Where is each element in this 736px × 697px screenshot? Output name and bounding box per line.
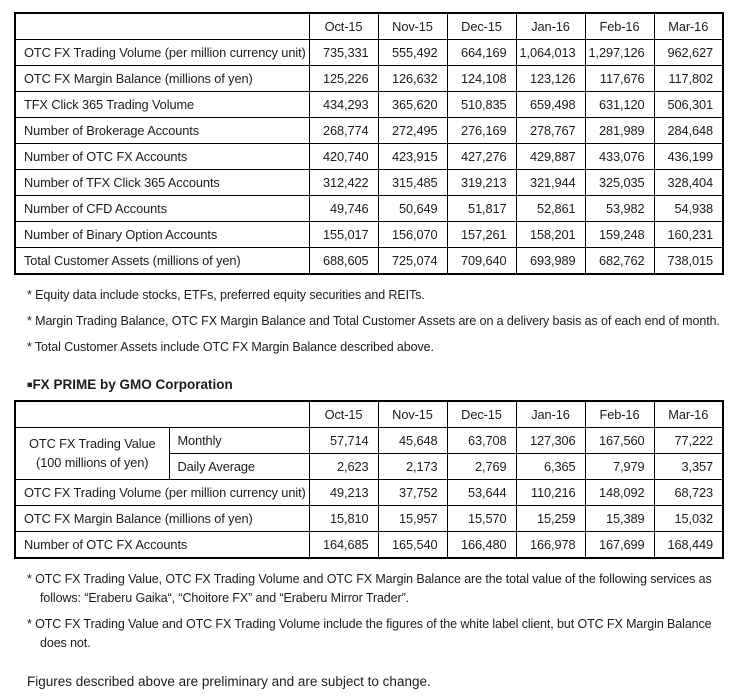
group-label-line: (100 millions of yen) [36,454,149,470]
table-row [15,118,723,144]
row-label-cell: Number of OTC FX Accounts [15,144,309,170]
value-cell: 125,226 [309,66,378,92]
value-cell: 159,248 [585,222,654,248]
value-cell: 54,938 [654,196,723,222]
sub-label-cell: Monthly [169,428,309,454]
value-cell: 682,762 [585,248,654,275]
value-cell: 423,915 [378,144,447,170]
month-header-cell: Mar-16 [654,401,723,428]
value-cell: 53,982 [585,196,654,222]
value-cell: 124,108 [447,66,516,92]
value-cell: 434,293 [309,92,378,118]
month-header-cell: Jan-16 [516,401,585,428]
value-cell: 1,064,013 [516,40,585,66]
row-label-cell: Number of Binary Option Accounts [15,222,309,248]
value-cell: 15,810 [309,506,378,532]
value-cell: 52,861 [516,196,585,222]
value-cell: 315,485 [378,170,447,196]
value-cell: 15,032 [654,506,723,532]
value-cell: 37,752 [378,480,447,506]
value-cell: 278,767 [516,118,585,144]
section-title-text: FX PRIME by GMO Corporation [32,377,233,393]
table-row [15,532,723,559]
value-cell: 155,017 [309,222,378,248]
value-cell: 77,222 [654,428,723,454]
preliminary-note: Figures described above are preliminary and are subject to change. [27,674,431,690]
value-cell: 168,449 [654,532,723,559]
month-header-cell: Dec-15 [447,13,516,40]
value-cell: 110,216 [516,480,585,506]
value-cell: 312,422 [309,170,378,196]
sub-label-cell: Daily Average [169,454,309,480]
value-cell: 420,740 [309,144,378,170]
value-cell: 284,648 [654,118,723,144]
month-header-cell: Dec-15 [447,401,516,428]
value-cell: 117,676 [585,66,654,92]
value-cell: 325,035 [585,170,654,196]
footnote: * Total Customer Assets include OTC FX Margin Balance described above. [27,339,434,354]
table1-blank-header-cell [15,13,309,40]
value-cell: 45,648 [378,428,447,454]
value-cell: 157,261 [447,222,516,248]
value-cell: 160,231 [654,222,723,248]
value-cell: 158,201 [516,222,585,248]
value-cell: 15,389 [585,506,654,532]
table1-header-row [15,13,723,40]
value-cell: 659,498 [516,92,585,118]
value-cell: 3,357 [654,454,723,480]
row-label-cell: Number of CFD Accounts [15,196,309,222]
value-cell: 2,623 [309,454,378,480]
value-cell: 506,301 [654,92,723,118]
value-cell: 63,708 [447,428,516,454]
table2-footnotes [27,570,722,652]
value-cell: 725,074 [378,248,447,275]
row-label-cell: OTC FX Trading Volume (per million currency unit) [15,40,309,66]
month-header-cell: Feb-16 [585,401,654,428]
row-label-cell: Number of TFX Click 365 Accounts [15,170,309,196]
month-header-cell: Mar-16 [654,13,723,40]
month-header-cell: Nov-15 [378,13,447,40]
value-cell: 123,126 [516,66,585,92]
month-header-cell: Nov-15 [378,401,447,428]
value-cell: 49,213 [309,480,378,506]
table2-body [15,428,723,559]
row-label-cell: OTC FX Margin Balance (millions of yen) [15,66,309,92]
value-cell: 436,199 [654,144,723,170]
row-label-cell: Total Customer Assets (millions of yen) [15,248,309,275]
value-cell: 693,989 [516,248,585,275]
value-cell: 321,944 [516,170,585,196]
value-cell: 165,540 [378,532,447,559]
footnote: * Equity data include stocks, ETFs, preferred equity securities and REITs. [27,288,425,302]
value-cell: 631,120 [585,92,654,118]
table-row [15,248,723,275]
table-row [15,506,723,532]
footnote: * OTC FX Trading Value, OTC FX Trading Volume and OTC FX Margin Balance are the total value of the following services as follows: “Eraberu Gaika“, “Choitore FX” and “Eraberu Mirror Trader”. [27,572,712,605]
value-cell: 7,979 [585,454,654,480]
month-header-cell: Oct-15 [309,13,378,40]
fx-prime-table [14,400,724,559]
table1-body [15,40,723,275]
value-cell: 272,495 [378,118,447,144]
value-cell: 6,365 [516,454,585,480]
footnote: * Margin Trading Balance, OTC FX Margin Balance and Total Customer Assets are on a delivery basis as of each end of month. [27,313,720,328]
value-cell: 166,480 [447,532,516,559]
value-cell: 1,297,126 [585,40,654,66]
value-cell: 53,644 [447,480,516,506]
value-cell: 664,169 [447,40,516,66]
section-title [27,377,722,392]
value-cell: 268,774 [309,118,378,144]
value-cell: 15,570 [447,506,516,532]
group-label-cell [15,428,169,480]
table-row [15,92,723,118]
value-cell: 365,620 [378,92,447,118]
value-cell: 166,978 [516,532,585,559]
value-cell: 148,092 [585,480,654,506]
table-row [15,480,723,506]
value-cell: 281,989 [585,118,654,144]
table-row [15,170,723,196]
value-cell: 50,649 [378,196,447,222]
value-cell: 15,957 [378,506,447,532]
value-cell: 738,015 [654,248,723,275]
row-label-cell: TFX Click 365 Trading Volume [15,92,309,118]
value-cell: 328,404 [654,170,723,196]
group-label-line: OTC FX Trading Value [29,436,156,452]
row-label-cell: Number of OTC FX Accounts [15,532,309,559]
value-cell: 429,887 [516,144,585,170]
value-cell: 433,076 [585,144,654,170]
row-label-cell: Number of Brokerage Accounts [15,118,309,144]
value-cell: 688,605 [309,248,378,275]
table-row [15,428,723,454]
value-cell: 167,560 [585,428,654,454]
value-cell: 962,627 [654,40,723,66]
value-cell: 156,070 [378,222,447,248]
table-row [15,222,723,248]
footnote: * OTC FX Trading Value and OTC FX Trading Volume include the figures of the white label client, but OTC FX Margin Balance does not. [27,616,712,650]
month-header-cell: Jan-16 [516,13,585,40]
table2-header-row [15,401,723,428]
table-row [15,66,723,92]
value-cell: 319,213 [447,170,516,196]
month-header-cell: Feb-16 [585,13,654,40]
value-cell: 51,817 [447,196,516,222]
value-cell: 127,306 [516,428,585,454]
value-cell: 735,331 [309,40,378,66]
value-cell: 15,259 [516,506,585,532]
value-cell: 510,835 [447,92,516,118]
value-cell: 126,632 [378,66,447,92]
value-cell: 117,802 [654,66,723,92]
square-bullet-icon: ■ [27,379,33,390]
table-row [15,196,723,222]
value-cell: 709,640 [447,248,516,275]
value-cell: 276,169 [447,118,516,144]
value-cell: 555,492 [378,40,447,66]
value-cell: 49,746 [309,196,378,222]
table1-footnotes [27,286,722,356]
row-label-cell: OTC FX Margin Balance (millions of yen) [15,506,309,532]
value-cell: 2,173 [378,454,447,480]
monthly-metrics-table [14,12,724,275]
value-cell: 2,769 [447,454,516,480]
month-header-cell: Oct-15 [309,401,378,428]
value-cell: 164,685 [309,532,378,559]
value-cell: 57,714 [309,428,378,454]
value-cell: 427,276 [447,144,516,170]
value-cell: 167,699 [585,532,654,559]
value-cell: 68,723 [654,480,723,506]
table-row [15,144,723,170]
row-label-cell: OTC FX Trading Volume (per million currency unit) [15,480,309,506]
table-row [15,40,723,66]
table2-blank-header-cell [15,401,309,428]
